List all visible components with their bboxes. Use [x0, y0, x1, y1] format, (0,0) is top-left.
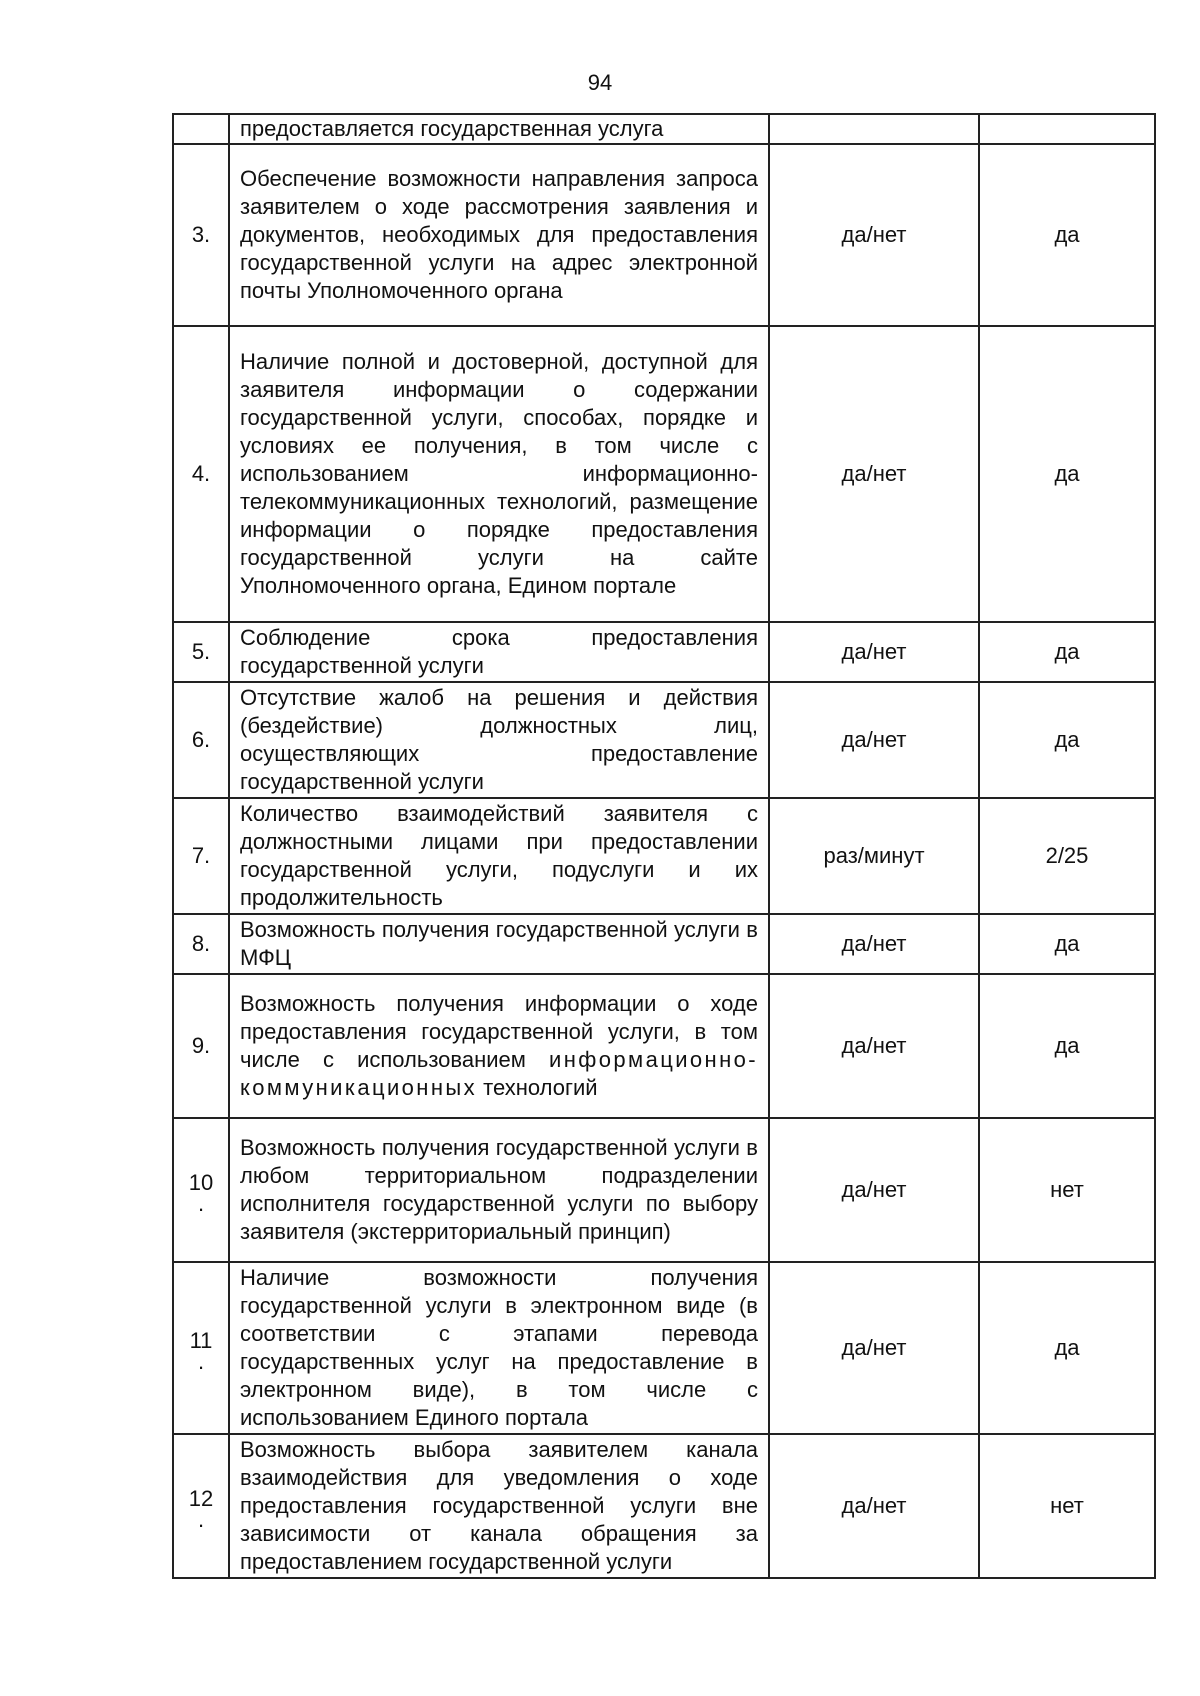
row-number: 3.	[173, 144, 229, 326]
row-number: 5.	[173, 622, 229, 682]
table-row	[173, 682, 1155, 798]
row-value: да	[979, 914, 1155, 974]
row-unit: да/нет	[769, 974, 979, 1118]
table-row	[173, 798, 1155, 914]
table-row	[173, 326, 1155, 622]
indicators-table	[172, 113, 1156, 1579]
row-value: да	[979, 1262, 1155, 1434]
row-unit: да/нет	[769, 1434, 979, 1578]
row-unit: да/нет	[769, 1118, 979, 1262]
table-row	[173, 914, 1155, 974]
table-row	[173, 622, 1155, 682]
row-unit: да/нет	[769, 914, 979, 974]
row-unit: да/нет	[769, 622, 979, 682]
row-value: нет	[979, 1118, 1155, 1262]
row-description: Наличие возможности получения государственной услуги в электронном виде (в соответствии с этапами перевода государственных услуг на предоставление в электронном виде), в том числе с использованием Единого портала	[229, 1262, 769, 1434]
row-description: Обеспечение возможности направления запроса заявителем о ходе рассмотрения заявления и документов, необходимых для предоставления государственной услуги на адрес электронной почты Уполномоченного органа	[229, 144, 769, 326]
row-unit: да/нет	[769, 326, 979, 622]
row-number	[173, 114, 229, 144]
row-description: Количество взаимодействий заявителя с должностными лицами при предоставлении государственной услуги, подуслуги и их продолжительность	[229, 798, 769, 914]
row-number: 4.	[173, 326, 229, 622]
table-row	[173, 1262, 1155, 1434]
row-unit: да/нет	[769, 144, 979, 326]
row-description: Возможность выбора заявителем канала взаимодействия для уведомления о ходе предоставления государственной услуги вне зависимости от канала обращения за предоставлением государственной услуги	[229, 1434, 769, 1578]
row-number: 7.	[173, 798, 229, 914]
row-unit	[769, 114, 979, 144]
row-number: 11 .	[173, 1262, 229, 1434]
row-value	[979, 114, 1155, 144]
table-row	[173, 144, 1155, 326]
row-value: да	[979, 144, 1155, 326]
row-value: да	[979, 682, 1155, 798]
row-number: 8.	[173, 914, 229, 974]
row-number: 6.	[173, 682, 229, 798]
row-value: да	[979, 974, 1155, 1118]
row-value: нет	[979, 1434, 1155, 1578]
row-value: да	[979, 326, 1155, 622]
row-description: предоставляется государственная услуга	[229, 114, 769, 144]
table-row	[173, 1434, 1155, 1578]
table-row	[173, 1118, 1155, 1262]
table-row	[173, 974, 1155, 1118]
row-value: 2/25	[979, 798, 1155, 914]
row-number: 12 .	[173, 1434, 229, 1578]
row-value: да	[979, 622, 1155, 682]
row-description: Соблюдение срока предоставления государственной услуги	[229, 622, 769, 682]
row-unit: да/нет	[769, 682, 979, 798]
row-number: 9.	[173, 974, 229, 1118]
page-number: 94	[587, 70, 613, 95]
row-number: 10 .	[173, 1118, 229, 1262]
row-description: Возможность получения информации о ходе предоставления государственной услуги, в том числе с использованием информационно-коммуникационных технологий	[229, 974, 769, 1118]
table-row	[173, 114, 1155, 144]
row-description: Возможность получения государственной услуги в МФЦ	[229, 914, 769, 974]
row-description: Отсутствие жалоб на решения и действия (бездействие) должностных лиц, осуществляющих предоставление государственной услуги	[229, 682, 769, 798]
row-unit: раз/минут	[769, 798, 979, 914]
row-description: Возможность получения государственной услуги в любом территориальном подразделении исполнителя государственной услуги по выбору заявителя (экстерриториальный принцип)	[229, 1118, 769, 1262]
row-unit: да/нет	[769, 1262, 979, 1434]
row-description: Наличие полной и достоверной, доступной для заявителя информации о содержании государственной услуги, способах, порядке и условиях ее получения, в том числе с использованием информационно-телекоммуникационных технологий, размещение информации о порядке предоставления государственной услуги на сайте Уполномоченного органа, Едином портале	[229, 326, 769, 622]
